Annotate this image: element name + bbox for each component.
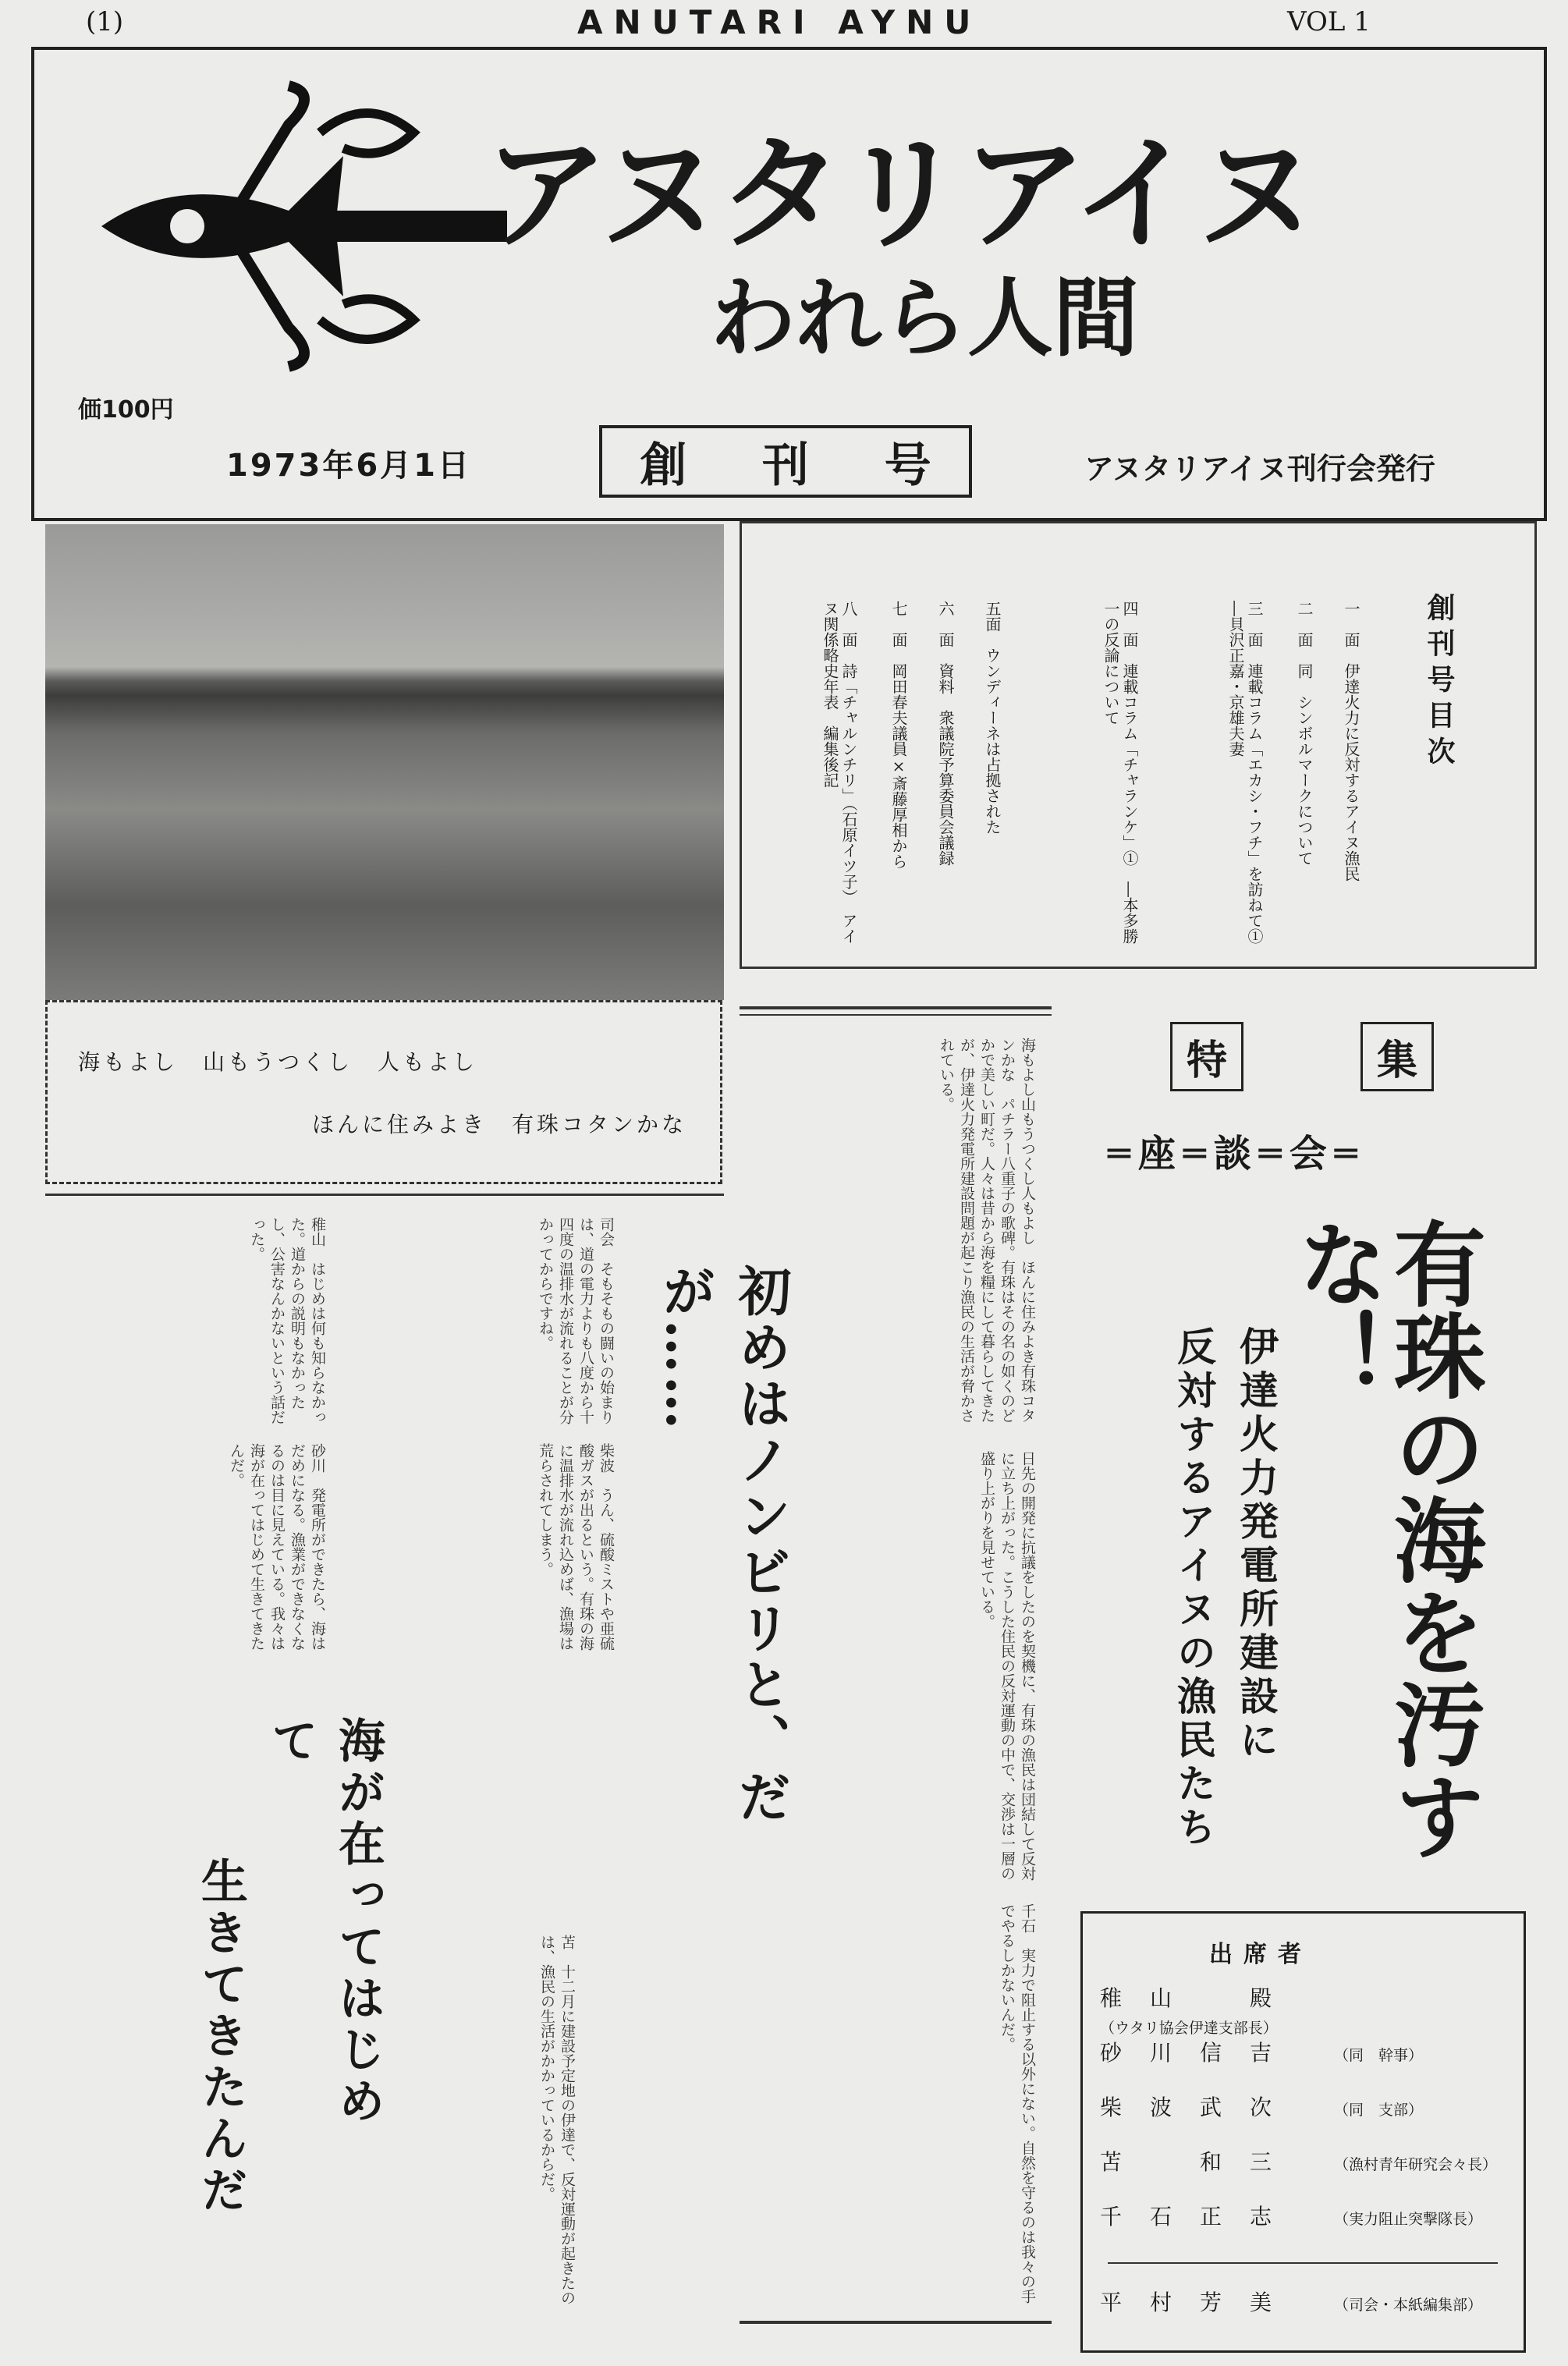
attendees-title: 出席者 [1209, 1941, 1312, 1968]
toc-entry: 五面 ウンディーネは占拠された [983, 601, 1002, 835]
article-body: 柴波 うん、硫酸ミストや亜硫酸ガスが出るという。有珠の海に温排水が流れ込めば、漁場は荒らされてしまう。 [537, 1443, 615, 1651]
toc-entry: 四 面 連載コラム「チャランケ」① ―本多勝一の反論について [1102, 601, 1139, 944]
feature-tags [1170, 1022, 1551, 1091]
toc-entry: 七 面 岡田春夫議員×斎藤厚相から [889, 601, 908, 869]
article-body: 司会 そもそもの闘いの始まりは、道の電力よりも八度から十四度の温排水が流れることが分かってからですね。 [537, 1217, 615, 1424]
article-intro: 海もよし山もうつくし人もよし ほんに住みよき有珠コタンかな パチラー八重子の歌碑。有珠はその名の如くのどかで美しい町だ。人々は昔から海を糧にして暮らしてきたが、伊達火力発電所建設問題が起こり漁民の生活が脅かされている。 [938, 1038, 1036, 1423]
toc-entry: 三 面 連載コラム「エカシ・フチ」を訪ねて① ―貝沢正嘉・京雄夫妻 [1226, 601, 1264, 960]
moderator-role: （司会・本紙編集部） [1334, 2297, 1483, 2314]
attendee-row [1100, 2145, 1506, 2176]
toc-entry: 八 面 詩「チャルンチリ」（石原イツ子） アイヌ関係略史年表 編集後記 [821, 601, 858, 944]
logo-subtitle: われら人間 [710, 268, 1139, 368]
issue-label-char: 刊 [761, 438, 809, 493]
zadankai-label: ═座═談═会═ [1108, 1132, 1365, 1176]
photo-caption-box [45, 1000, 722, 1184]
article-headline-3: 生きてきたんだ [193, 1857, 248, 2217]
toc-entry: 一 面 伊達火力に反対するアイヌ漁民 [1342, 601, 1360, 881]
attendee-row [1100, 2036, 1506, 2067]
attendee-role: （実力阻止突撃隊長） [1334, 2211, 1483, 2228]
moderator-name: 平村芳美 [1100, 2290, 1300, 2315]
attendee-role: （ウタリ協会伊達支部長） [1100, 2020, 1278, 2037]
article-headline-2: 海が在ってはじめて [264, 1716, 385, 2128]
main-headline: 有珠の海を汚すな！ [1281, 1217, 1487, 1861]
coast-photo [45, 524, 724, 1000]
attendee-row [1100, 2200, 1506, 2231]
article-body: 千石 実力で阻止する以外にない。自然を守るのは我々の手でやるしかないんだ。 [999, 1903, 1036, 2304]
toc-entry: 六 面 資料 衆議院予算委員会議録 [936, 601, 955, 866]
article-body: 苫 十二月に建設予定地の伊達で、反対運動が起きたのは、漁民の生活がかかっているからだ。 [538, 1935, 576, 2305]
divider [740, 2321, 1052, 2324]
attendee-role: （同 支部） [1334, 2102, 1424, 2119]
article-body: 日先の開発に抗議をしたのを契機に、有珠の漁民は団結して反対に立ち上がった。こうした住民の反対運動の中で、交渉は一層の盛り上がりを見せている。 [978, 1451, 1036, 1881]
attendee-name: 柴波武次 [1100, 2095, 1300, 2120]
volume-label: VOL 1 [1287, 6, 1371, 37]
article-body: 砂川 発電所ができたら、海はだめになる。漁業ができなくなるのは目に見えている。我々は海が在ってはじめて生きてきたんだ。 [228, 1443, 326, 1651]
issue-label-char: 創 [640, 438, 687, 493]
feature-tag: 集 [1360, 1022, 1434, 1091]
toc-title: 創刊号目次 [1423, 593, 1456, 772]
divider [1108, 2262, 1498, 2264]
price-label: 価100円 [78, 396, 174, 424]
page-number: (1) [86, 6, 124, 37]
attendee-name: 稚山 殿 [1100, 1985, 1300, 2011]
divider [740, 1014, 1052, 1016]
caption-line-2: ほんに住みよき 有珠コタンかな [312, 1112, 687, 1137]
attendee-name: 砂川信吉 [1100, 2040, 1300, 2066]
feature-tag: 特 [1170, 1022, 1243, 1091]
caption-line-1: 海もよし 山もうつくし 人もよし [78, 1049, 478, 1075]
attendee-role: （漁村青年研究会々長） [1334, 2156, 1498, 2173]
divider [740, 1006, 1052, 1009]
issue-label-char: 号 [884, 438, 931, 493]
masthead-latin: ANUTARI AYNU [577, 3, 982, 41]
attendee-role: （同 幹事） [1334, 2047, 1424, 2064]
attendee-row [1100, 2091, 1506, 2122]
divider [45, 1194, 724, 1196]
attendee-row [1100, 2286, 1506, 2317]
logo-title: アヌタリアイヌ [484, 121, 1316, 267]
article-headline-1: 初めはノンビリと、だが…… [654, 1264, 792, 1825]
publisher: アヌタリアイヌ刊行会発行 [1084, 452, 1435, 486]
first-issue-box [599, 425, 972, 498]
issue-date: 1973年6月1日 [226, 448, 471, 484]
subhead-line-1: 伊達火力発電所建設に [1233, 1326, 1279, 1763]
ainu-pattern-icon [86, 78, 523, 374]
attendee-row [1100, 1981, 1506, 2038]
toc-entry: 二 面 同 シンボルマークについて [1295, 601, 1314, 866]
article-body: 稚山 はじめは何も知らなかった。道からの説明もなかったし、公害なんかないという話だった。 [248, 1217, 326, 1424]
attendee-name: 千石正志 [1100, 2204, 1300, 2229]
subhead [1162, 1326, 1287, 1857]
attendee-name: 苫 和三 [1100, 2149, 1300, 2175]
subhead-line-2: 反対するアイヌの漁民たち [1171, 1326, 1217, 1850]
